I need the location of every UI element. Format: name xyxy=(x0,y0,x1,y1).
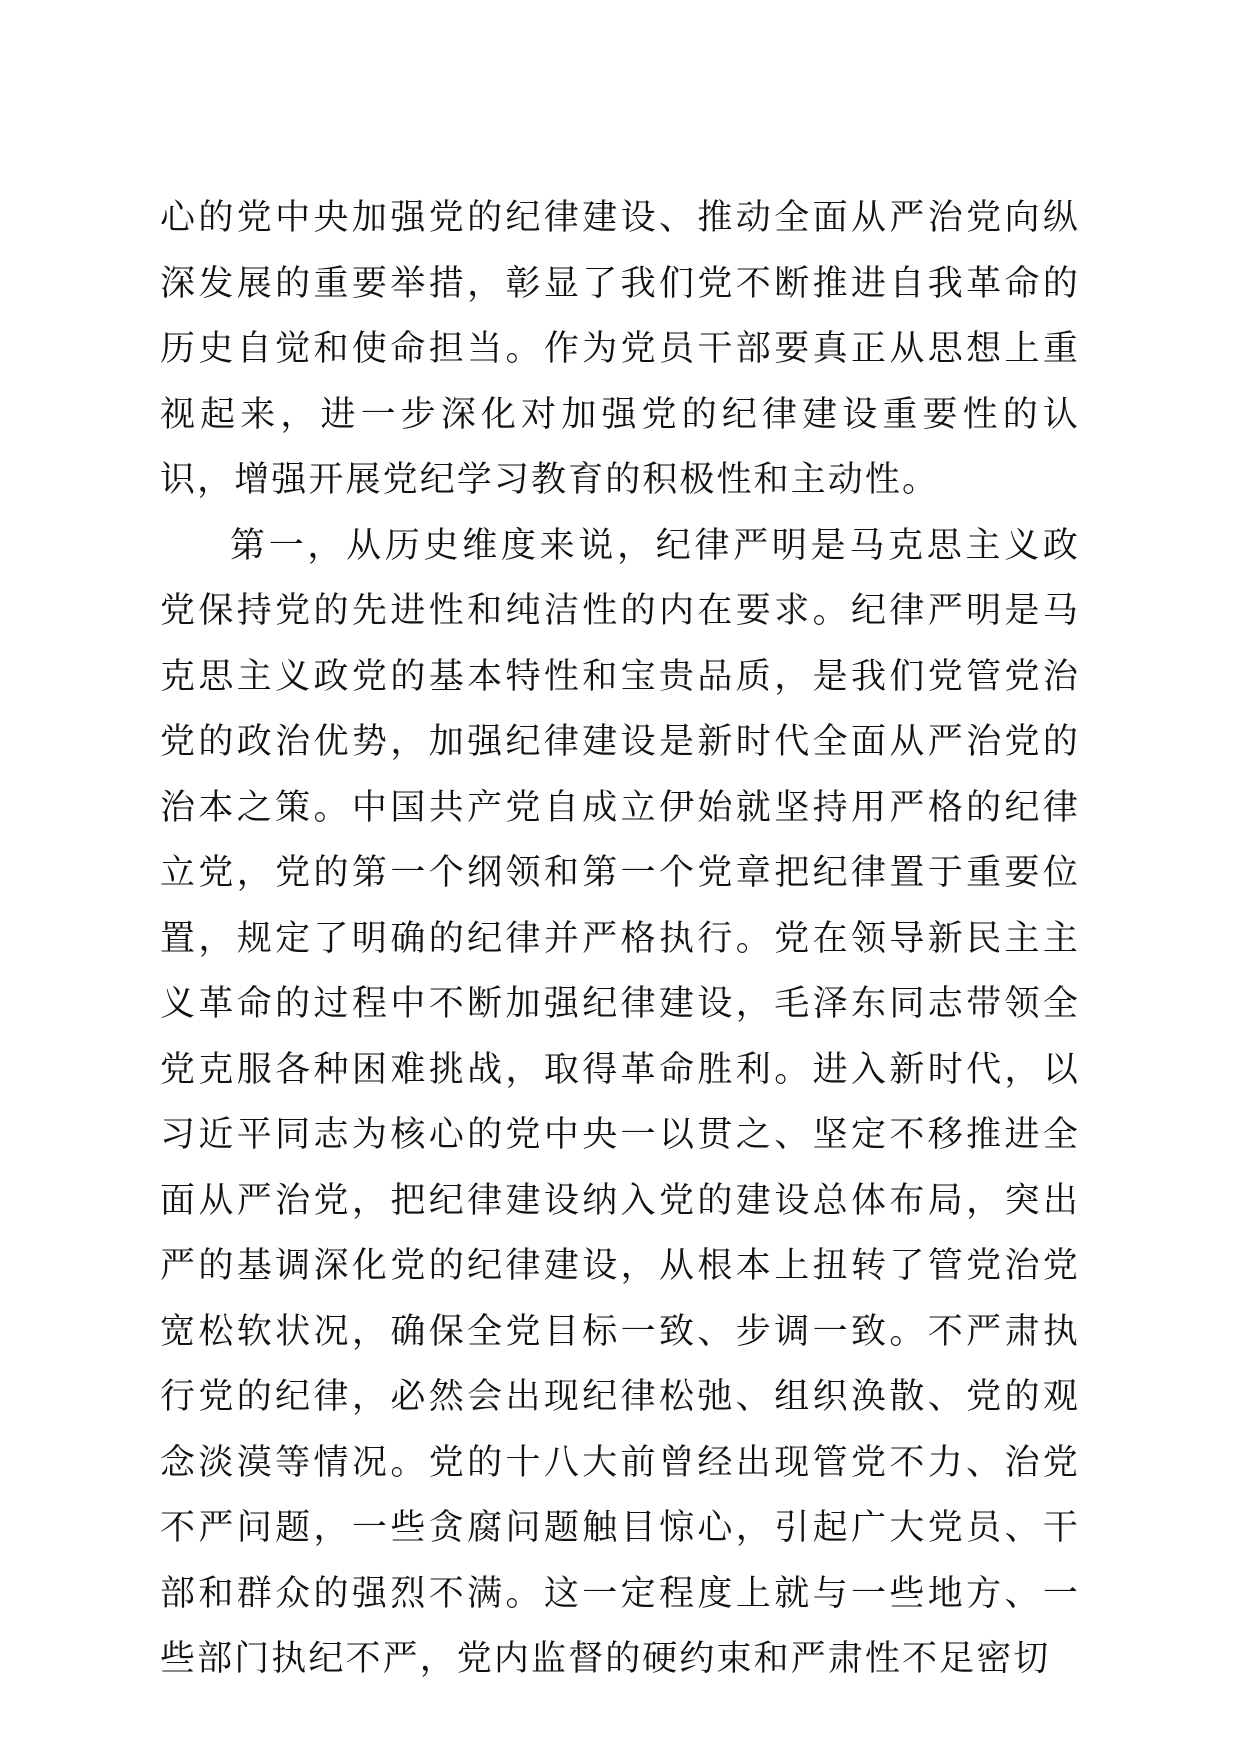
paragraph-continuation: 心的党中央加强党的纪律建设、推动全面从严治党向纵深发展的重要举措，彰显了我们党不断推进自我革命的历史自觉和使命担当。作为党员干部要真正从思想上重视起来，进一步深化对加强党的纪律建设重要性的认识，增强开展党纪学习教育的积极性和主动性。 xyxy=(160,198,1080,500)
document-body xyxy=(160,186,1080,1693)
paragraph-first-point: 第一，从历史维度来说，纪律严明是马克思主义政党保持党的先进性和纯洁性的内在要求。纪律严明是马克思主义政党的基本特性和宝贵品质，是我们党管党治党的政治优势，加强纪律建设是新时代全面从严治党的治本之策。中国共产党自成立伊始就坚持用严格的纪律立党，党的第一个纲领和第一个党章把纪律置于重要位置，规定了明确的纪律并严格执行。党在领导新民主主义革命的过程中不断加强纪律建设，毛泽东同志带领全党克服各种困难挑战，取得革命胜利。进入新时代，以习近平同志为核心的党中央一以贯之、坚定不移推进全面从严治党，把纪律建设纳入党的建设总体布局，突出严的基调深化党的纪律建设，从根本上扭转了管党治党宽松软状况，确保全党目标一致、步调一致。不严肃执行党的纪律，必然会出现纪律松弛、组织涣散、党的观念淡漠等情况。党的十八大前曾经出现管党不力、治党不严问题，一些贪腐问题触目惊心，引起广大党员、干部和群众的强烈不满。这一定程度上就与一些地方、一些部门执纪不严，党内监督的硬约束和严肃性不足密切 xyxy=(160,525,1080,1679)
